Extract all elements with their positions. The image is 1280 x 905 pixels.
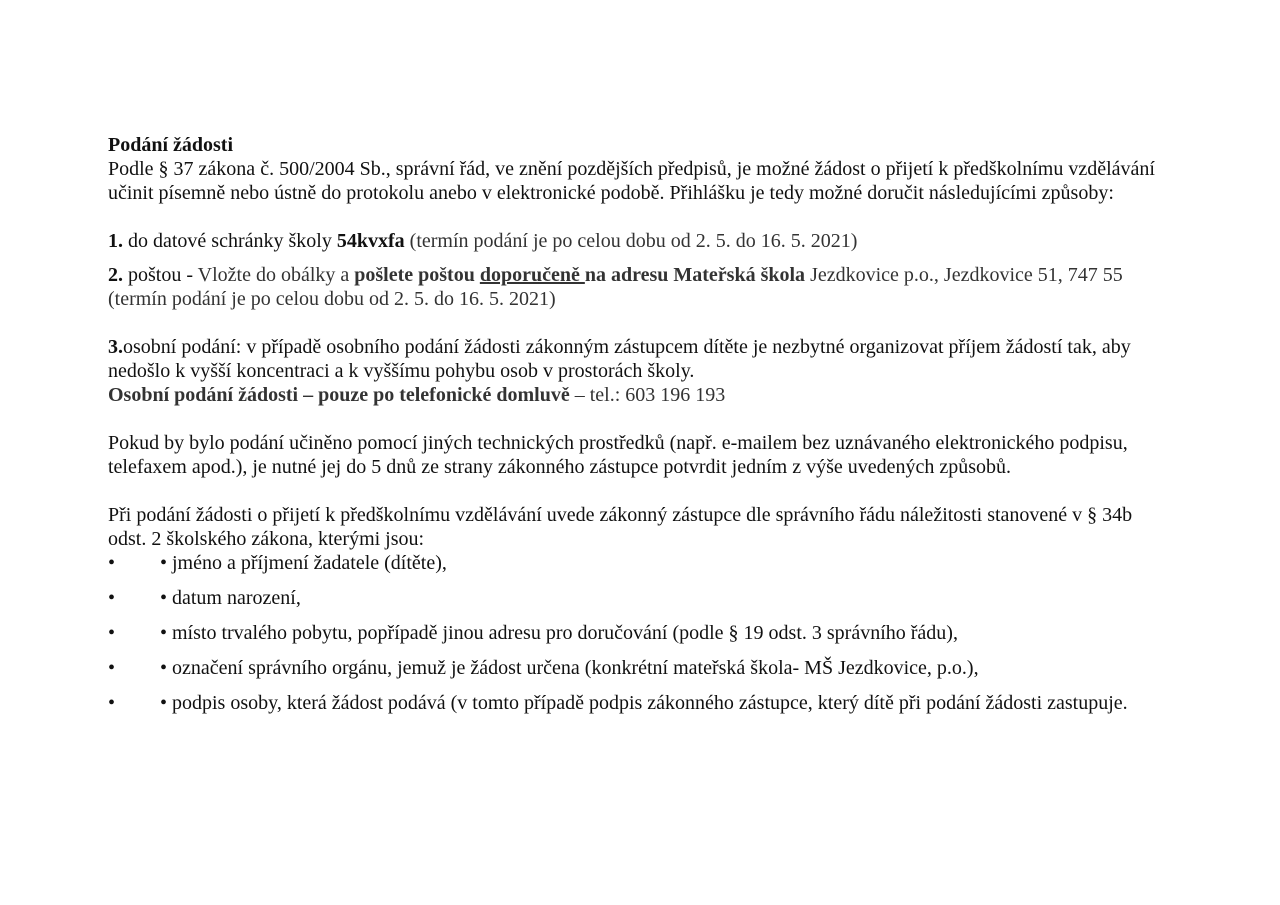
document-body [108, 133, 1168, 726]
bullet-icon: • [108, 587, 116, 609]
databox-id: 54kvxfa [336, 230, 405, 252]
option-number: 1. [108, 230, 123, 252]
list-item [108, 586, 1168, 610]
option-bold-text: pošlete poštou [354, 264, 480, 286]
list-item [108, 621, 1168, 645]
deadline-text: (termín podání je po celou dobu od 2. 5. do 16. 5. 2021) [404, 230, 858, 252]
list-item-text: • datum narození, [160, 587, 301, 609]
personal-submission-note [108, 383, 1168, 407]
requirements-intro: Při podání žádosti o přijetí k předškolnímu vzdělávání uvede zákonný zástupce dle správního řádu náležitosti stanovené v § 34b odst. 2 školského zákona, kterými jsou: [108, 504, 1133, 550]
bullet-icon: • [108, 552, 116, 574]
bullet-icon: • [108, 622, 116, 644]
bullet-icon: • [108, 692, 116, 714]
spacer [108, 205, 1168, 229]
option-number: 3. [108, 336, 123, 358]
list-item [108, 691, 1168, 715]
spacer [108, 311, 1168, 335]
list-item [108, 656, 1168, 680]
option-number: 2. [108, 264, 123, 286]
submission-option-personal [108, 335, 1168, 383]
requirements-list [108, 551, 1168, 715]
list-item [108, 551, 1168, 575]
submission-option-databox [108, 229, 1168, 253]
document-title: Podání žádosti [108, 134, 234, 156]
address-text: Jezdkovice p.o., Jezdkovice 51, 747 55 (termín podání je po celou dobu od 2. 5. do 16. 5. 2021) [108, 264, 1123, 310]
option-lead: poštou - [123, 264, 198, 286]
option-text: osobní podání: v případě osobního podání žádosti zákonným zástupcem dítěte je nezbytné organizovat příjem žádostí tak, aby nedošlo k vyšší koncentraci a k vyššímu pohybu osob v prostorách školy. [108, 336, 1131, 382]
bullet-icon: • [108, 657, 116, 679]
phone-number: – tel.: 603 196 193 [569, 384, 726, 406]
submission-option-post [108, 263, 1168, 311]
other-means-paragraph: Pokud by bylo podání učiněno pomocí jiných technických prostředků (např. e-mailem bez uznávaného elektronického podpisu, telefaxem apod.), je nutné jej do 5 dnů ze strany zákonného zástupce potvrdit jedním z výše uvedených způsobů. [108, 432, 1128, 478]
option-text: Vložte do obálky a [197, 264, 355, 286]
list-item-text: • označení správního orgánu, jemuž je žádost určena (konkrétní mateřská škola- MŠ Jezdkovice, p.o.), [160, 657, 979, 679]
registered-mail-text: doporučeně [479, 264, 585, 286]
spacer [108, 253, 1168, 263]
option-text: do datové schránky školy [123, 230, 337, 252]
list-item-text: • místo trvalého pobytu, popřípadě jinou adresu pro doručování (podle § 19 odst. 3 správního řádu), [160, 622, 958, 644]
list-item-text: • jméno a příjmení žadatele (dítěte), [160, 552, 447, 574]
spacer [108, 407, 1168, 431]
intro-paragraph: Podle § 37 zákona č. 500/2004 Sb., správní řád, ve znění pozdějších předpisů, je možné žádost o přijetí k předškolnímu vzdělávání učinit písemně nebo ústně do protokolu anebo v elektronické podobě. Přihlášku je tedy možné doručit následujícími způsoby: [108, 158, 1155, 204]
address-label: na adresu Mateřská škola [584, 264, 806, 286]
list-item-text: • podpis osoby, která žádost podává (v tomto případě podpis zákonného zástupce, který dítě při podání žádosti zastupuje. [160, 692, 1128, 714]
spacer [108, 479, 1168, 503]
personal-submission-bold: Osobní podání žádosti – pouze po telefonické domluvě [108, 384, 570, 406]
